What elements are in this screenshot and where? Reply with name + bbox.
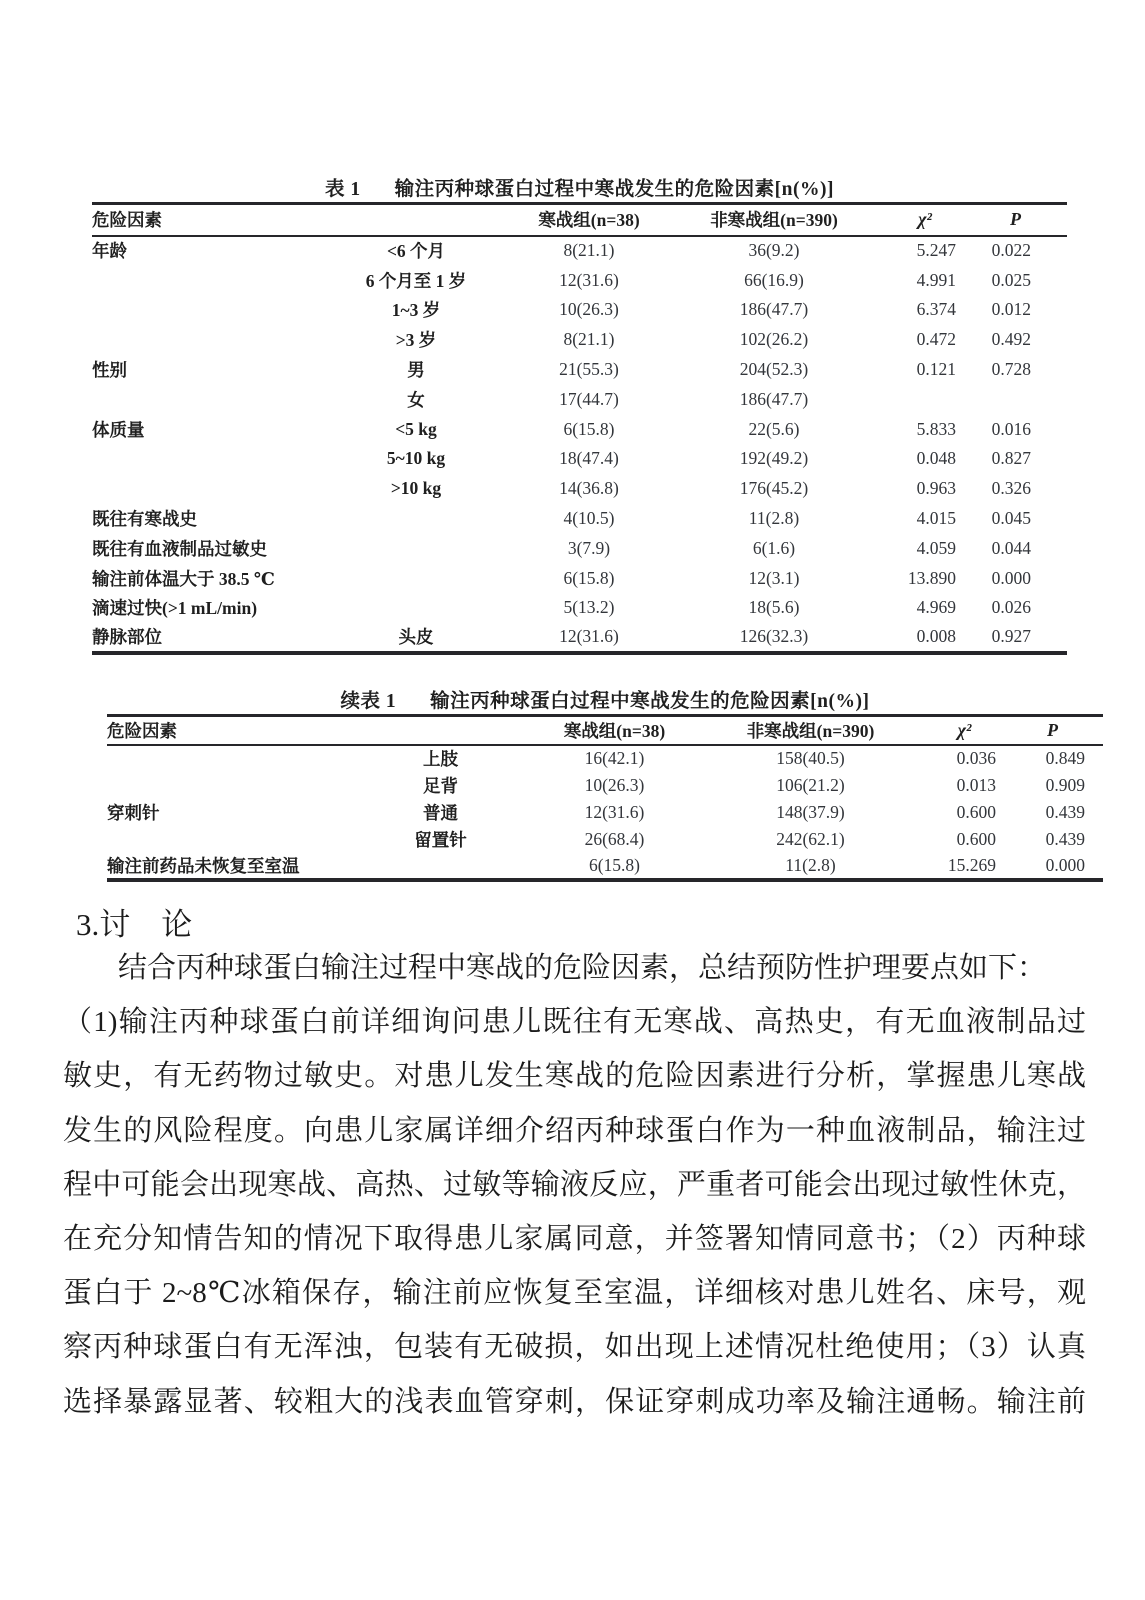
subcategory-cell: 普通 xyxy=(423,802,458,823)
chill-value-cell: 8(21.1) xyxy=(563,329,615,350)
table-row xyxy=(92,444,1067,474)
factor-cell: 穿刺针 xyxy=(107,802,160,823)
table1-caption-label: 表 1 xyxy=(325,179,361,200)
table-row xyxy=(107,772,1103,799)
p-cell: 0.326 xyxy=(991,478,1031,499)
p-cell: 0.492 xyxy=(991,329,1031,350)
nonchill-value-cell: 148(37.9) xyxy=(776,801,845,822)
p-cell: 0.022 xyxy=(991,240,1031,261)
nonchill-value-cell: 158(40.5) xyxy=(776,748,845,769)
chi-cell: 4.015 xyxy=(916,508,956,529)
factor-cell xyxy=(107,772,346,799)
p-cell: 0.927 xyxy=(991,626,1031,647)
table-row xyxy=(92,533,1067,563)
chi-cell: 0.472 xyxy=(916,329,956,350)
paragraph-line: 选择暴露显著、较粗大的浅表血管穿刺，保证穿刺成功率及输注通畅。输注前 xyxy=(63,1385,1086,1418)
p-cell: 0.728 xyxy=(991,359,1031,380)
p-cell: 0.000 xyxy=(1045,855,1085,876)
factor-cell xyxy=(92,265,316,295)
header-chi-square: χ² xyxy=(918,209,932,230)
table-row xyxy=(92,325,1067,355)
subcategory-cell: 男 xyxy=(407,360,425,381)
discussion-paragraph xyxy=(63,941,1086,1429)
table2-caption-title: 输注丙种球蛋白过程中寒战发生的危险因素[n(%)] xyxy=(430,691,870,712)
header-chill-group: 寒战组(n=38) xyxy=(563,720,666,741)
nonchill-value-cell: 22(5.6) xyxy=(748,418,800,439)
subcategory-cell: 6 个月至 1 岁 xyxy=(365,270,467,291)
nonchill-value-cell: 6(1.6) xyxy=(752,537,796,558)
p-cell: 0.909 xyxy=(1045,774,1085,795)
factor-cell xyxy=(92,384,316,414)
chill-value-cell: 6(15.8) xyxy=(563,567,615,588)
factor-cell xyxy=(92,444,316,474)
factor-cell: 静脉部位 xyxy=(92,627,162,648)
chill-value-cell: 18(47.4) xyxy=(559,448,619,469)
p-cell: 0.827 xyxy=(991,448,1031,469)
p-cell: 0.439 xyxy=(1045,829,1085,850)
header-risk-factor: 危险因素 xyxy=(92,210,162,231)
chill-value-cell: 6(15.8) xyxy=(588,855,641,876)
header-p-value: P xyxy=(1010,209,1021,230)
chill-value-cell: 10(26.3) xyxy=(584,774,645,795)
nonchill-value-cell: 186(47.7) xyxy=(739,388,809,409)
chi-cell: 0.048 xyxy=(916,448,956,469)
paragraph-line: （1)输注丙种球蛋白前详细询问患儿既往有无寒战、高热史，有无血液制品过 xyxy=(63,1006,1086,1039)
paragraph-line: 蛋白于 2~8℃冰箱保存，输注前应恢复至室温，详细核对患儿姓名、床号，观 xyxy=(63,1277,1086,1310)
factor-cell: 年龄 xyxy=(92,241,127,262)
chill-value-cell: 14(36.8) xyxy=(559,478,619,499)
p-cell: 0.016 xyxy=(991,418,1031,439)
chi-cell xyxy=(886,384,964,414)
table-row xyxy=(92,236,1067,266)
subcategory-cell: 上肢 xyxy=(423,749,458,770)
p-cell: 0.026 xyxy=(991,597,1031,618)
subcategory-cell: 留置针 xyxy=(414,830,467,851)
chi-cell: 0.036 xyxy=(956,748,996,769)
nonchill-value-cell: 106(21.2) xyxy=(776,774,845,795)
paragraph-line: 察丙种球蛋白有无浑浊，包装有无破损，如出现上述情况杜绝使用；（3）认真 xyxy=(63,1331,1086,1364)
subcategory-cell: >10 kg xyxy=(390,478,442,499)
chi-cell: 15.269 xyxy=(947,855,996,876)
chill-value-cell: 21(55.3) xyxy=(559,359,619,380)
paragraph-line: 程中可能会出现寒战、高热、过敏等输液反应，严重者可能会出现过敏性休克， xyxy=(63,1168,1086,1201)
factor-cell xyxy=(92,295,316,325)
nonchill-value-cell: 11(2.8) xyxy=(785,855,836,876)
chill-value-cell: 3(7.9) xyxy=(567,537,611,558)
table-row xyxy=(92,414,1067,444)
nonchill-value-cell: 66(16.9) xyxy=(744,269,804,290)
factor-cell: 输注前体温大于 38.5 ℃ xyxy=(92,568,275,589)
chill-value-cell: 26(68.4) xyxy=(584,829,645,850)
p-cell: 0.849 xyxy=(1045,748,1085,769)
table-row xyxy=(92,593,1067,623)
table1-caption xyxy=(92,173,1067,201)
chi-cell: 0.600 xyxy=(956,801,996,822)
subcategory-cell: >3 岁 xyxy=(395,330,437,351)
table-row xyxy=(92,474,1067,504)
chi-cell: 0.600 xyxy=(956,829,996,850)
subcategory-cell xyxy=(316,504,516,534)
chill-value-cell: 16(42.1) xyxy=(584,748,645,769)
nonchill-value-cell: 176(45.2) xyxy=(739,478,809,499)
factor-cell xyxy=(107,745,346,772)
risk-factor-table-1 xyxy=(92,202,1067,655)
nonchill-value-cell: 12(3.1) xyxy=(748,567,800,588)
header-risk-factor: 危险因素 xyxy=(107,720,177,741)
table-row xyxy=(107,826,1103,853)
chi-cell: 6.374 xyxy=(916,299,956,320)
chill-value-cell: 10(26.3) xyxy=(559,299,619,320)
nonchill-value-cell: 18(5.6) xyxy=(748,597,800,618)
table-header-row xyxy=(107,716,1103,745)
nonchill-value-cell: 242(62.1) xyxy=(776,829,845,850)
header-chi-square: χ² xyxy=(957,719,972,740)
subcategory-cell: 头皮 xyxy=(398,627,434,648)
chill-value-cell: 17(44.7) xyxy=(559,388,619,409)
table-row xyxy=(92,355,1067,385)
table-row xyxy=(107,853,1103,880)
factor-cell xyxy=(107,826,346,853)
p-cell: 0.012 xyxy=(991,299,1031,320)
discussion-section-heading: 3.讨 论 xyxy=(76,907,193,942)
table-row xyxy=(107,799,1103,826)
paragraph-line: 在充分知情告知的情况下取得患儿家属同意，并签署知情同意书；（2）丙种球 xyxy=(63,1223,1086,1256)
subcategory-cell: <5 kg xyxy=(395,418,437,439)
factor-cell xyxy=(92,474,316,504)
factor-cell xyxy=(92,325,316,355)
paragraph-line: 敏史，有无药物过敏史。对患儿发生寒战的危险因素进行分析，掌握患儿寒战 xyxy=(63,1060,1086,1093)
risk-factor-table-continued xyxy=(107,714,1103,882)
nonchill-value-cell: 204(52.3) xyxy=(739,359,809,380)
factor-cell: 既往有寒战史 xyxy=(92,509,197,530)
chi-cell: 4.991 xyxy=(916,269,956,290)
paragraph-line: 结合丙种球蛋白输注过程中寒战的危险因素，总结预防性护理要点如下： xyxy=(118,952,1047,984)
factor-cell: 滴速过快(>1 mL/min) xyxy=(92,598,258,619)
factor-cell: 体质量 xyxy=(92,419,145,440)
header-p-value: P xyxy=(1047,719,1058,740)
subcategory-cell: 5~10 kg xyxy=(386,448,446,469)
nonchill-value-cell: 192(49.2) xyxy=(739,448,809,469)
chill-value-cell: 5(13.2) xyxy=(563,597,615,618)
chi-cell: 5.247 xyxy=(916,240,956,261)
chi-cell: 4.969 xyxy=(916,597,956,618)
nonchill-value-cell: 126(32.3) xyxy=(739,626,809,647)
nonchill-value-cell: 102(26.2) xyxy=(739,329,809,350)
table-row xyxy=(92,384,1067,414)
chi-cell: 0.121 xyxy=(916,359,956,380)
table-row xyxy=(92,265,1067,295)
header-nonchill-group: 非寒战组(n=390) xyxy=(710,210,838,231)
subcategory-cell: 女 xyxy=(407,389,425,410)
p-cell: 0.044 xyxy=(991,537,1031,558)
subcategory-cell xyxy=(316,593,516,623)
chi-cell: 4.059 xyxy=(916,537,956,558)
chill-value-cell: 12(31.6) xyxy=(559,269,619,290)
chill-value-cell: 12(31.6) xyxy=(584,801,645,822)
p-cell xyxy=(964,384,1067,414)
subcategory-cell xyxy=(316,563,516,593)
subcategory-cell xyxy=(346,853,535,880)
table-row xyxy=(92,504,1067,534)
chill-value-cell: 8(21.1) xyxy=(563,240,615,261)
nonchill-value-cell: 11(2.8) xyxy=(748,508,800,529)
subcategory-cell: 足背 xyxy=(423,775,458,796)
table-row xyxy=(92,563,1067,593)
chill-value-cell: 6(15.8) xyxy=(563,418,615,439)
table2-caption-label: 续表 1 xyxy=(340,691,397,712)
chill-value-cell: 12(31.6) xyxy=(559,626,619,647)
table-header-row xyxy=(92,204,1067,236)
table-row xyxy=(92,623,1067,653)
chi-cell: 0.963 xyxy=(916,478,956,499)
factor-cell: 输注前药品未恢复至室温 xyxy=(107,856,300,877)
p-cell: 0.439 xyxy=(1045,801,1085,822)
chi-cell: 0.008 xyxy=(916,626,956,647)
table1-caption-title: 输注丙种球蛋白过程中寒战发生的危险因素[n(%)] xyxy=(394,179,834,200)
nonchill-value-cell: 36(9.2) xyxy=(748,240,800,261)
chi-cell: 0.013 xyxy=(956,774,996,795)
factor-cell: 性别 xyxy=(92,360,127,381)
table-row xyxy=(107,745,1103,772)
nonchill-value-cell: 186(47.7) xyxy=(739,299,809,320)
subcategory-cell xyxy=(316,533,516,563)
paragraph-line: 发生的风险程度。向患儿家属详细介绍丙种球蛋白作为一种血液制品，输注过 xyxy=(63,1114,1086,1147)
p-cell: 0.000 xyxy=(991,567,1031,588)
table-row xyxy=(92,295,1067,325)
chi-cell: 13.890 xyxy=(907,567,956,588)
factor-cell: 既往有血液制品过敏史 xyxy=(92,538,267,559)
header-chill-group: 寒战组(n=38) xyxy=(538,210,640,231)
subcategory-cell: <6 个月 xyxy=(386,241,446,262)
table2-caption xyxy=(107,685,1103,713)
header-nonchill-group: 非寒战组(n=390) xyxy=(746,720,875,741)
p-cell: 0.045 xyxy=(991,508,1031,529)
subcategory-cell: 1~3 岁 xyxy=(391,300,441,321)
chill-value-cell: 4(10.5) xyxy=(563,508,615,529)
chi-cell: 5.833 xyxy=(916,418,956,439)
p-cell: 0.025 xyxy=(991,269,1031,290)
